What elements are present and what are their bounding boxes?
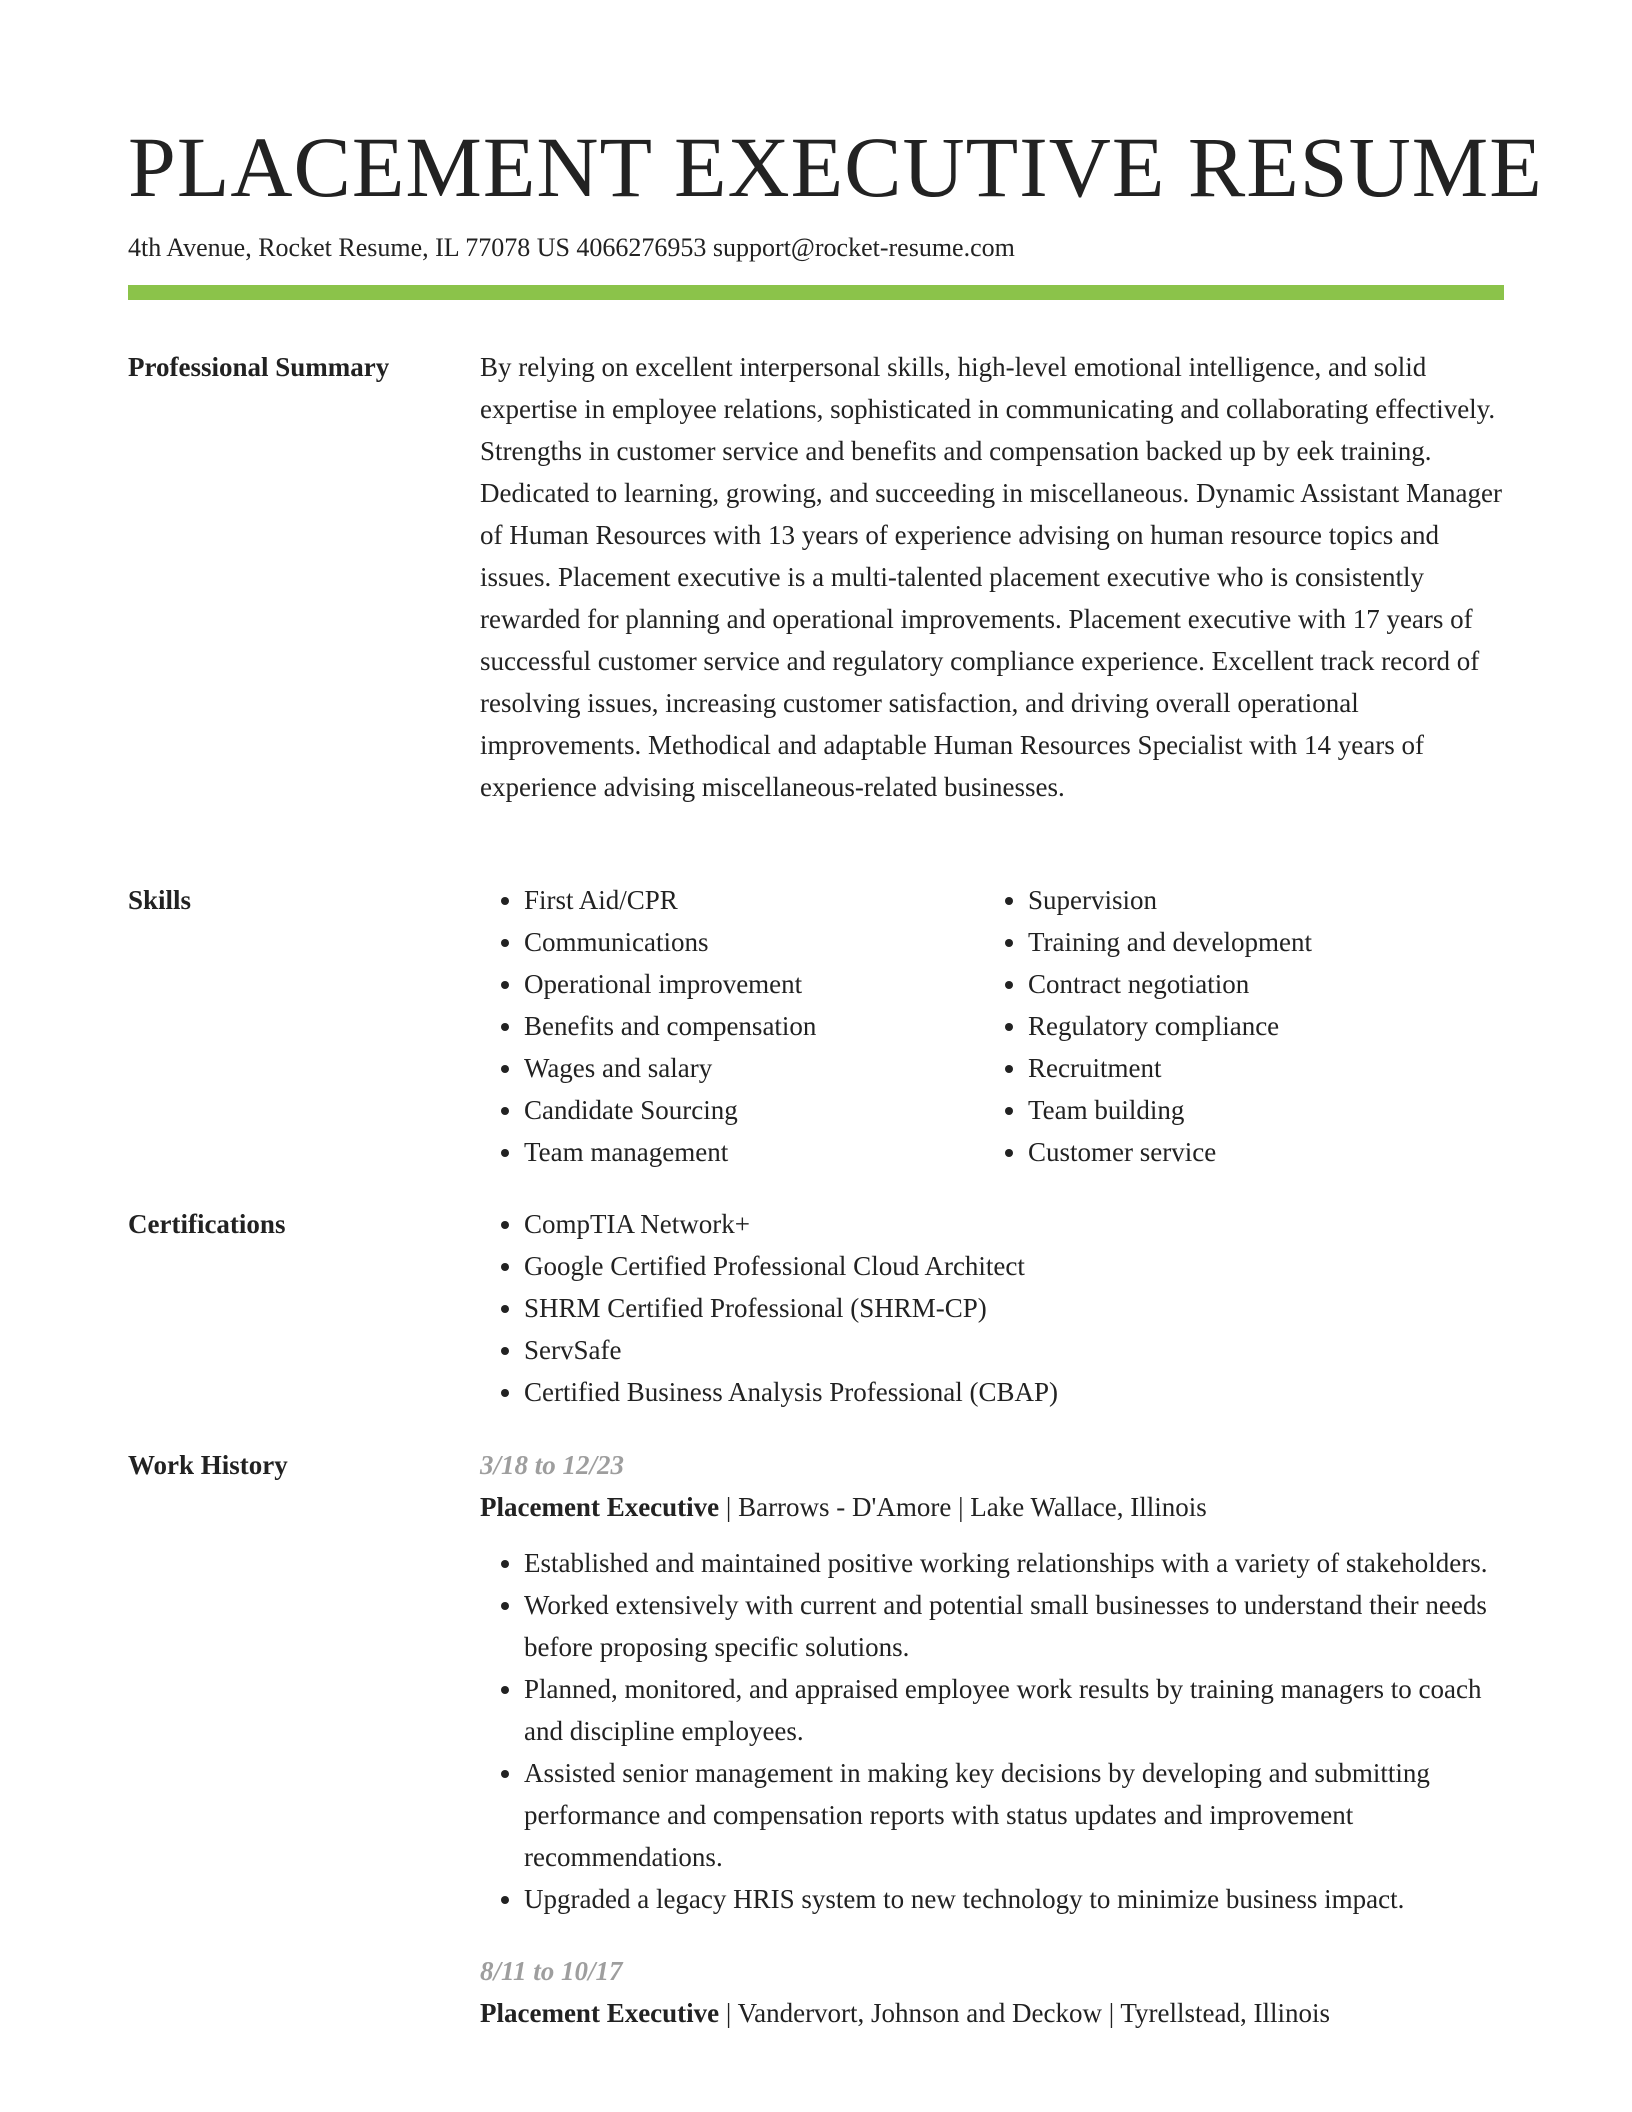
job-dates: 8/11 to 10/17	[480, 1956, 623, 1986]
skill-item: • Wages and salary	[524, 1047, 984, 1089]
job-bullet: • Established and maintained positive working relationships with a variety of stakeholders.	[524, 1542, 1504, 1584]
job-heading	[480, 1486, 1504, 1528]
certification-item: • Google Certified Professional Cloud Architect	[524, 1245, 1504, 1287]
certification-item: • CompTIA Network+	[524, 1203, 1504, 1245]
job-bullet: • Planned, monitored, and appraised employee work results by training managers to coach and discipline employees.	[524, 1668, 1504, 1752]
skills-column-left	[480, 879, 984, 1173]
skills-heading: Skills	[128, 885, 192, 915]
skill-item: • Regulatory compliance	[1028, 1005, 1488, 1047]
skill-item: • Team building	[1028, 1089, 1488, 1131]
contact-line: 4th Avenue, Rocket Resume, IL 77078 US 4066276953 support@rocket-resume.com	[128, 233, 1015, 262]
summary-heading: Professional Summary	[128, 352, 390, 382]
summary-body	[480, 346, 1504, 808]
skill-item: • Benefits and compensation	[524, 1005, 984, 1047]
job-bullet: • Worked extensively with current and potential small businesses to understand their needs before proposing specific solutions.	[524, 1584, 1504, 1668]
work-history-body	[480, 1444, 1504, 2064]
job-bullet: • Upgraded a legacy HRIS system to new technology to minimize business impact.	[524, 1878, 1504, 1920]
skill-item: • Supervision	[1028, 879, 1488, 921]
skill-item: • Recruitment	[1028, 1047, 1488, 1089]
job-title: Placement Executive	[480, 1998, 720, 2028]
summary-text: By relying on excellent interpersonal skills, high-level emotional intelligence, and solid expertise in employee relations, sophisticated in communicating and collaborating effectively. Strengths in customer service and benefits and compensation backed up by eek training. Dedicated to learning, growing, and succeeding in miscellaneous. Dynamic Assistant Manager of Human Resources with 13 years of experience advising on human resource topics and issues. Placement executive is a multi-talented placement executive who is consistently rewarded for planning and operational improvements. Placement executive with 17 years of successful customer service and regulatory compliance experience. Excellent track record of resolving issues, increasing customer satisfaction, and driving overall operational improvements. Methodical and adaptable Human Resources Specialist with 14 years of experience advising miscellaneous-related businesses.	[480, 352, 1502, 802]
skill-item: • Contract negotiation	[1028, 963, 1488, 1005]
certification-item: • ServSafe	[524, 1329, 1504, 1371]
job-entry	[480, 1444, 1504, 1920]
skill-item: • Team management	[524, 1131, 984, 1173]
skill-item: • Candidate Sourcing	[524, 1089, 984, 1131]
certification-item: • SHRM Certified Professional (SHRM-CP)	[524, 1287, 1504, 1329]
certification-item: • Certified Business Analysis Professional (CBAP)	[524, 1371, 1504, 1413]
job-dates: 3/18 to 12/23	[480, 1450, 625, 1480]
work-history-heading: Work History	[128, 1450, 288, 1480]
certifications-body	[480, 1203, 1504, 1413]
job-employer-location: | Barrows - D'Amore | Lake Wallace, Illinois	[719, 1492, 1207, 1522]
job-employer-location: | Vandervort, Johnson and Deckow | Tyrellstead, Illinois	[719, 1998, 1330, 2028]
skill-item: • Training and development	[1028, 921, 1488, 963]
certifications-heading: Certifications	[128, 1209, 286, 1239]
skill-item: • Communications	[524, 921, 984, 963]
skills-column-right	[984, 879, 1488, 1173]
job-title: Placement Executive	[480, 1492, 720, 1522]
skill-item: • Operational improvement	[524, 963, 984, 1005]
skill-item: • Customer service	[1028, 1131, 1488, 1173]
job-entry	[480, 1950, 1504, 2034]
resume-title: PLACEMENT EXECUTIVE RESUME	[128, 119, 1543, 215]
accent-divider	[128, 285, 1504, 300]
skills-body	[480, 879, 1504, 1173]
job-bullet: • Assisted senior management in making key decisions by developing and submitting performance and compensation reports with status updates and improvement recommendations.	[524, 1752, 1504, 1878]
job-heading	[480, 1992, 1504, 2034]
skill-item: • First Aid/CPR	[524, 879, 984, 921]
